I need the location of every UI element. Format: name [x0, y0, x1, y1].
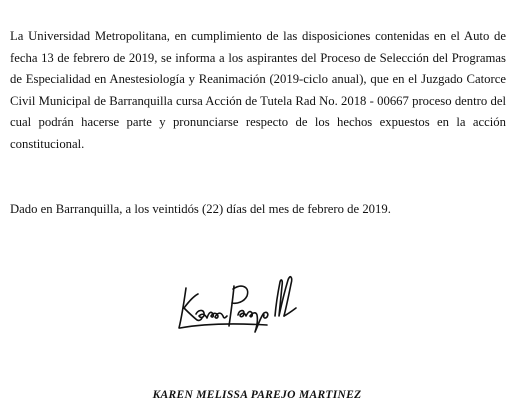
closing-paragraph: Dado en Barranquilla, a los veintidós (22) días del mes de febrero de 2019.: [10, 202, 391, 216]
signatory-name: KAREN MELISSA PAREJO MARTINEZ: [152, 389, 362, 401]
handwritten-signature: [172, 268, 302, 338]
body-paragraph: La Universidad Metropolitana, en cumplimiento de las disposiciones contenidas en el Auto de fecha 13 de febrero de 2019, se informa a los aspirantes del Proceso de Selección del Programas de Especialidad en Anestesiología y Reanimación (2019-ciclo anual), que en el Juzgado Catorce Civil Municipal de Barranquilla cursa Acción de Tutela Rad No. 2018 - 00667 proceso dentro del cual podrán hacerse parte y pronunciarse respecto de los hechos expuestos en la acción constitucional.: [10, 29, 506, 151]
